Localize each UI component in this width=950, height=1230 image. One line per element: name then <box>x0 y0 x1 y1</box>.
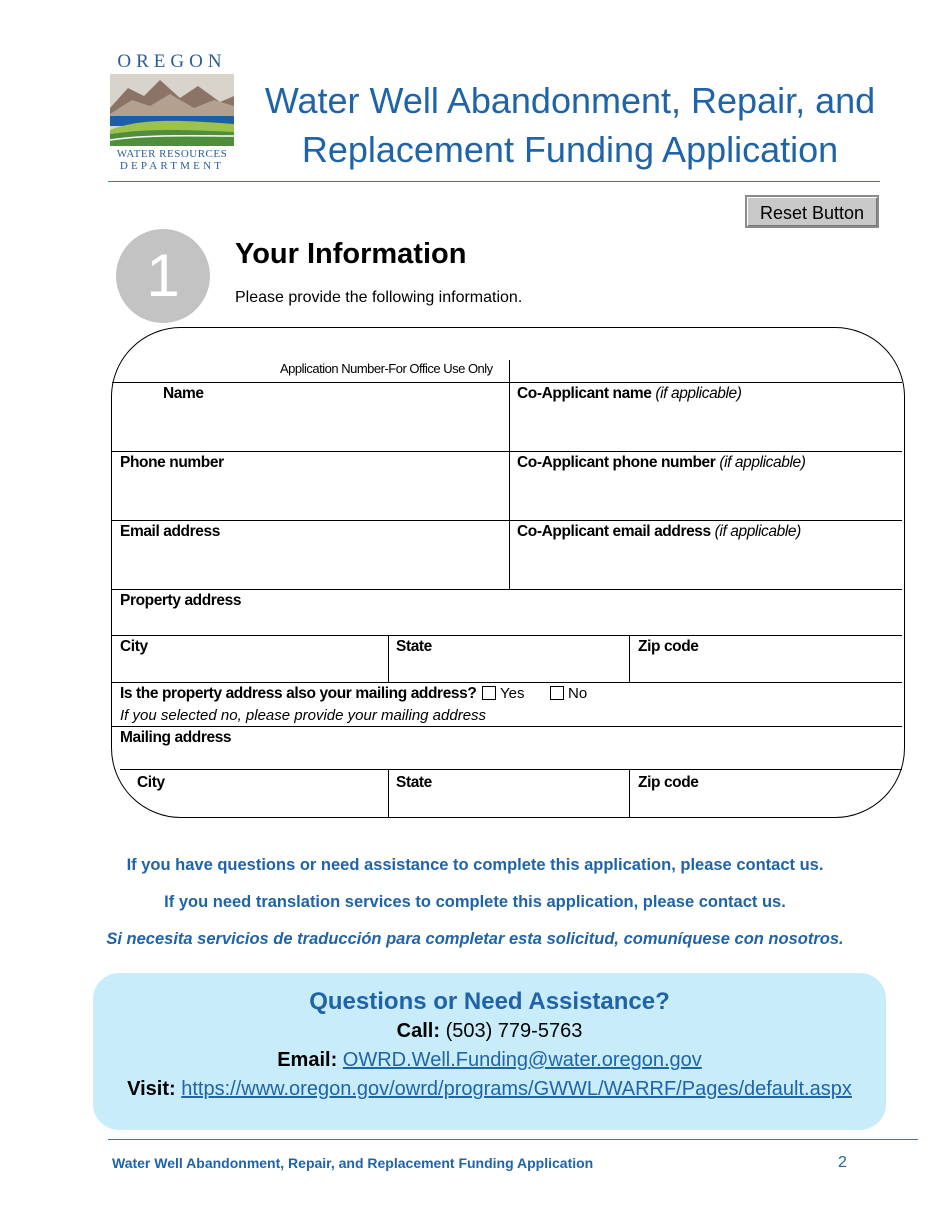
coapplicant-name-label <box>517 385 742 403</box>
grid-line <box>388 635 389 682</box>
assistance-box <box>93 973 886 1130</box>
grid-line <box>629 769 630 818</box>
reset-button[interactable]: Reset Button <box>745 195 879 228</box>
checkbox-icon[interactable] <box>482 686 496 700</box>
grid-line <box>112 451 902 452</box>
checkbox-icon[interactable] <box>550 686 564 700</box>
mailing-zip-label: Zip code <box>638 774 699 791</box>
assistance-note: If you have questions or need assistance to complete this application, please contact us. <box>126 856 824 874</box>
phone-label: Phone number <box>120 454 224 471</box>
property-address-label: Property address <box>120 592 242 609</box>
email-label: Email address <box>120 523 220 540</box>
call-row <box>93 1017 886 1046</box>
translation-note: If you need translation services to complete this application, please contact us. <box>164 893 786 911</box>
coapplicant-name-label-text: Co-Applicant name <box>517 385 652 402</box>
coapplicant-name-input[interactable] <box>512 406 900 449</box>
mailing-address-label: Mailing address <box>120 729 232 746</box>
state-label: State <box>396 638 432 655</box>
state-input[interactable] <box>391 659 627 681</box>
logo-department-text: DEPARTMENT <box>119 160 225 172</box>
app-number-label: Application Number-For Office Use Only <box>280 361 493 376</box>
page-title-line1: Water Well Abandonment, Repair, and <box>264 80 876 121</box>
page-number: 2 <box>838 1154 847 1171</box>
grid-line <box>112 382 902 383</box>
footer-title: Water Well Abandonment, Repair, and Replacement Funding Application <box>112 1155 594 1171</box>
grid-line <box>112 520 902 521</box>
logo-oregon-text: OREGON <box>117 51 227 72</box>
call-label: Call: <box>396 1020 440 1042</box>
mailing-city-label: City <box>137 774 165 791</box>
name-label: Name <box>163 385 204 402</box>
coapplicant-email-label-text: Co-Applicant email address <box>517 523 711 540</box>
logo-landscape-icon <box>110 74 234 146</box>
mailing-state-label: State <box>396 774 432 791</box>
app-number-divider <box>509 360 510 382</box>
city-label: City <box>120 638 148 655</box>
mailing-question: Is the property address also your mailing address? <box>120 685 477 702</box>
property-address-input[interactable] <box>260 591 900 633</box>
mailing-no-checkbox[interactable] <box>550 685 587 702</box>
coapplicant-phone-note: (if applicable) <box>719 454 806 471</box>
visit-row <box>93 1075 886 1104</box>
coapplicant-email-input[interactable] <box>512 544 900 587</box>
email-contact-label: Email: <box>277 1049 338 1071</box>
mailing-note: If you selected no, please provide your mailing address <box>120 707 487 724</box>
assistance-title: Questions or Need Assistance? <box>309 988 670 1015</box>
footer-divider <box>108 1139 918 1140</box>
mailing-zip-input[interactable] <box>632 795 862 815</box>
translation-note-spanish: Si necesita servicios de traducción para completar esta solicitud, comuníquese con nosotros. <box>106 930 844 948</box>
coapplicant-phone-label <box>517 454 806 472</box>
zip-label: Zip code <box>638 638 699 655</box>
grid-line <box>629 635 630 682</box>
phone-input[interactable] <box>114 475 506 518</box>
header-divider <box>108 181 880 182</box>
visit-label: Visit: <box>127 1078 176 1100</box>
yes-label: Yes <box>500 685 525 702</box>
grid-line <box>112 635 902 636</box>
email-input[interactable] <box>114 544 506 587</box>
email-link[interactable]: OWRD.Well.Funding@water.oregon.gov <box>342 1049 702 1071</box>
mailing-yes-checkbox[interactable] <box>482 685 524 702</box>
grid-line <box>120 769 902 770</box>
no-label: No <box>568 685 588 702</box>
phone-number: (503) 779-5763 <box>445 1020 583 1042</box>
grid-line <box>112 589 902 590</box>
coapplicant-email-label <box>517 523 801 541</box>
app-number-field[interactable] <box>511 360 901 382</box>
step-number-badge: 1 <box>116 229 210 323</box>
section-subtitle: Please provide the following information. <box>235 289 523 306</box>
mailing-state-input[interactable] <box>391 795 627 815</box>
grid-line <box>112 726 902 727</box>
mailing-address-input[interactable] <box>250 728 900 767</box>
grid-line <box>388 769 389 818</box>
name-input[interactable] <box>114 406 506 449</box>
city-input[interactable] <box>114 659 386 681</box>
owrd-logo <box>108 52 236 172</box>
page-title-line2: Replacement Funding Application <box>301 129 839 170</box>
coapplicant-phone-label-text: Co-Applicant phone number <box>517 454 716 471</box>
grid-line <box>509 382 510 589</box>
coapplicant-email-note: (if applicable) <box>714 523 801 540</box>
email-row <box>93 1046 886 1075</box>
zip-input[interactable] <box>632 659 900 681</box>
section-title: Your Information <box>235 238 467 270</box>
coapplicant-phone-input[interactable] <box>512 475 900 518</box>
page-title <box>250 76 890 174</box>
logo-water-resources-text: WATER RESOURCES <box>116 148 228 160</box>
mailing-city-input[interactable] <box>140 795 385 815</box>
grid-line <box>112 682 902 683</box>
website-link[interactable]: https://www.oregon.gov/owrd/programs/GWWL/WARRF/Pages/default.aspx <box>181 1078 852 1100</box>
coapplicant-name-note: (if applicable) <box>655 385 742 402</box>
